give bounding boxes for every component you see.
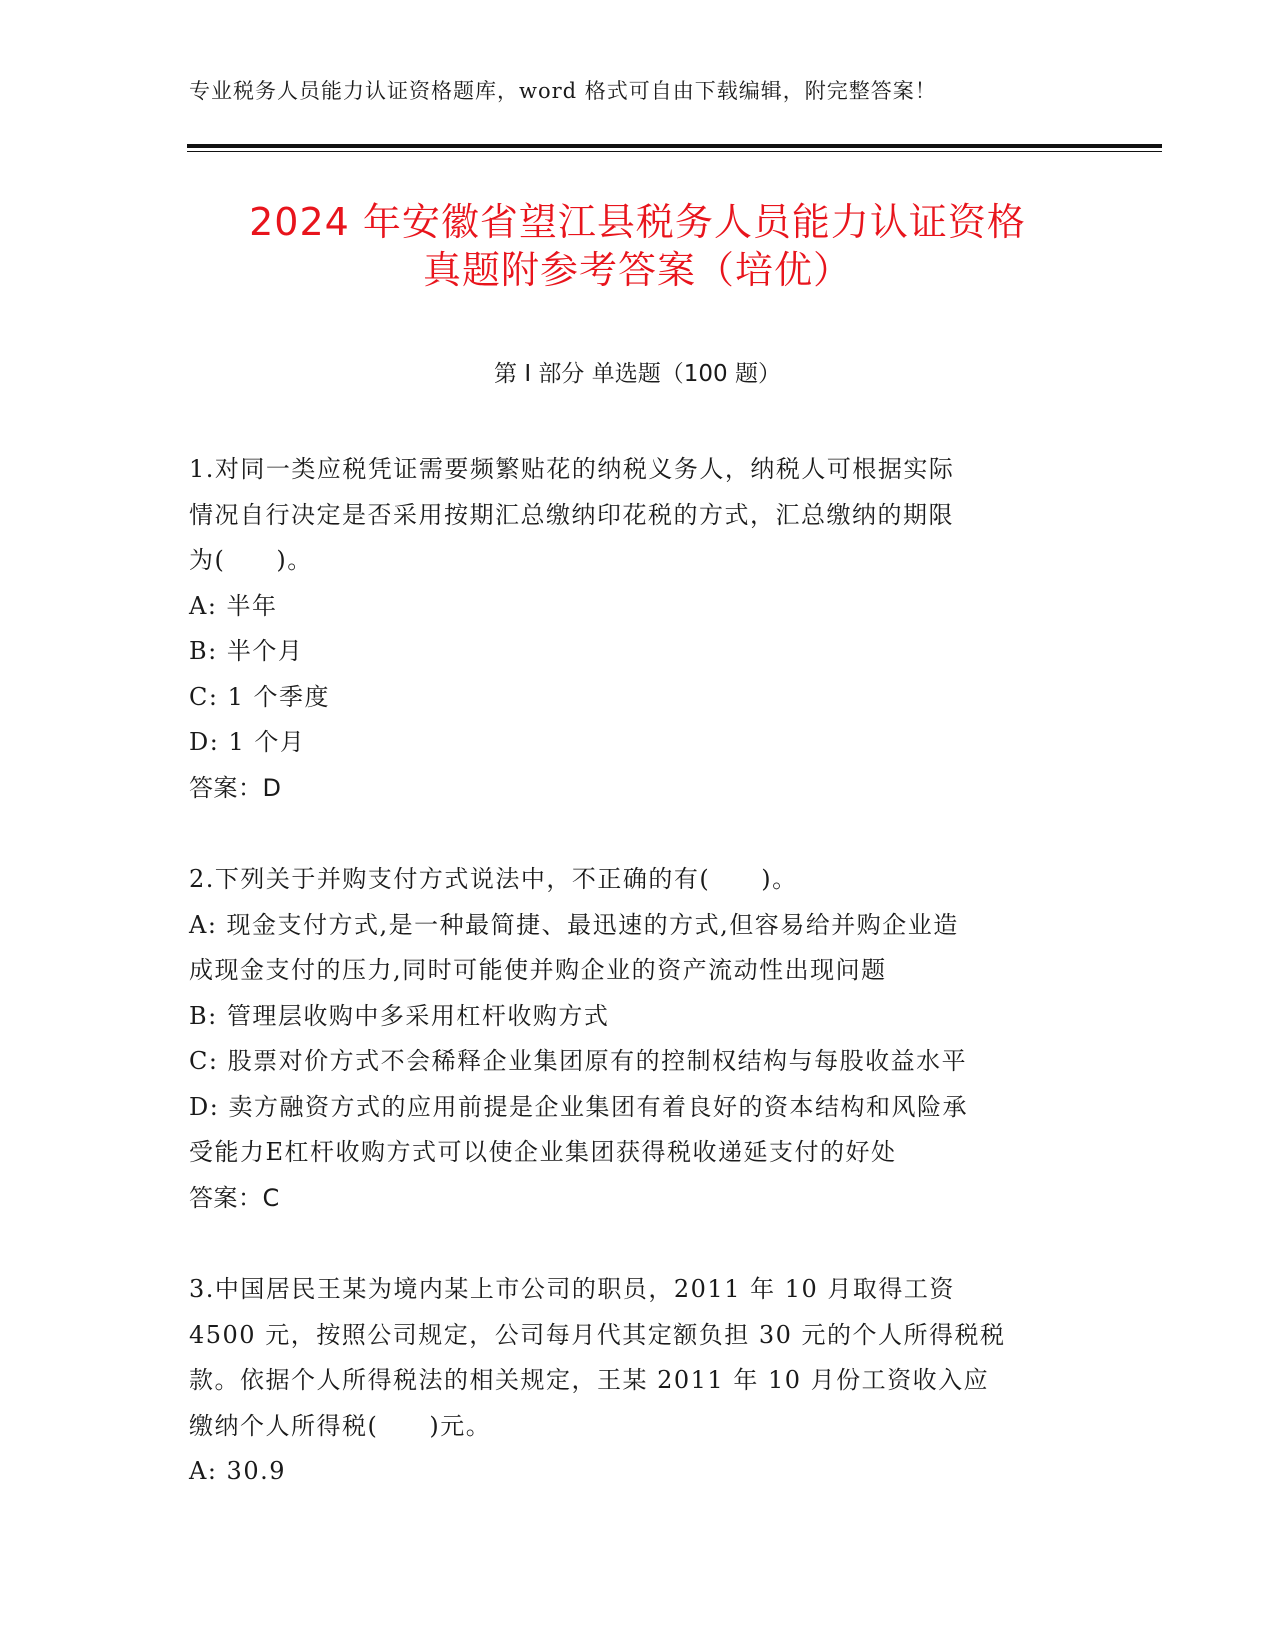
question-2-option-b: B: 管理层收购中多采用杠杆收购方式 xyxy=(189,1001,610,1030)
question-2-option-d-cont: 受能力E杠杆收购方式可以使企业集团获得税收递延支付的好处 xyxy=(189,1138,897,1166)
question-2-stem-line: 2.下列关于并购支付方式说法中，不正确的有( )。 xyxy=(189,865,798,893)
question-list xyxy=(189,447,1089,1541)
document-title xyxy=(140,198,1135,294)
header-divider-thick xyxy=(187,144,1162,148)
question-2-option-c: C: 股票对价方式不会稀释企业集团原有的控制权结构与每股收益水平 xyxy=(189,1047,968,1075)
question-1-option-c: C: 1 个季度 xyxy=(189,682,330,711)
document-title-line-2: 真题附参考答案（培优） xyxy=(422,248,852,292)
question-1 xyxy=(189,447,1089,811)
question-3-stem-line: 缴纳个人所得税( )元。 xyxy=(189,1411,492,1440)
question-3-option-a: A: 30.9 xyxy=(189,1457,286,1485)
question-2-option-d: D: 卖方融资方式的应用前提是企业集团有着良好的资本结构和风险承 xyxy=(189,1092,968,1121)
question-3-stem-line: 4500 元，按照公司规定，公司每月代其定额负担 30 元的个人所得税税 xyxy=(189,1320,1006,1349)
question-2-answer: 答案：C xyxy=(189,1183,280,1212)
question-1-option-b: B: 半个月 xyxy=(189,637,304,665)
question-1-answer: 答案：D xyxy=(189,773,282,802)
document-title-line-1: 2024 年安徽省望江县税务人员能力认证资格 xyxy=(249,200,1026,244)
header-divider-thin xyxy=(187,151,1162,152)
question-2-option-a-cont: 成现金支付的压力,同时可能使并购企业的资产流动性出现问题 xyxy=(189,956,887,984)
question-3-stem-line: 款。依据个人所得税法的相关规定，王某 2011 年 10 月份工资收入应 xyxy=(189,1366,990,1394)
question-2-option-a: A: 现金支付方式,是一种最简捷、最迅速的方式,但容易给并购企业造 xyxy=(189,910,959,939)
question-2 xyxy=(189,857,1089,1221)
question-1-stem-line: 情况自行决定是否采用按期汇总缴纳印花税的方式，汇总缴纳的期限 xyxy=(189,500,954,529)
question-1-stem-line: 1.对同一类应税凭证需要频繁贴花的纳税义务人，纳税人可根据实际 xyxy=(189,455,955,483)
question-1-option-a: A: 半年 xyxy=(189,591,278,620)
question-3 xyxy=(189,1267,1089,1495)
section-title: 第 I 部分 单选题（100 题） xyxy=(494,361,781,387)
question-1-option-d: D: 1 个月 xyxy=(189,728,306,756)
question-1-stem-line: 为( )。 xyxy=(189,546,313,574)
question-3-stem-line: 3.中国居民王某为境内某上市公司的职员，2011 年 10 月取得工资 xyxy=(189,1275,955,1303)
header-note: 专业税务人员能力认证资格题库，word 格式可自由下载编辑，附完整答案！ xyxy=(189,79,937,103)
